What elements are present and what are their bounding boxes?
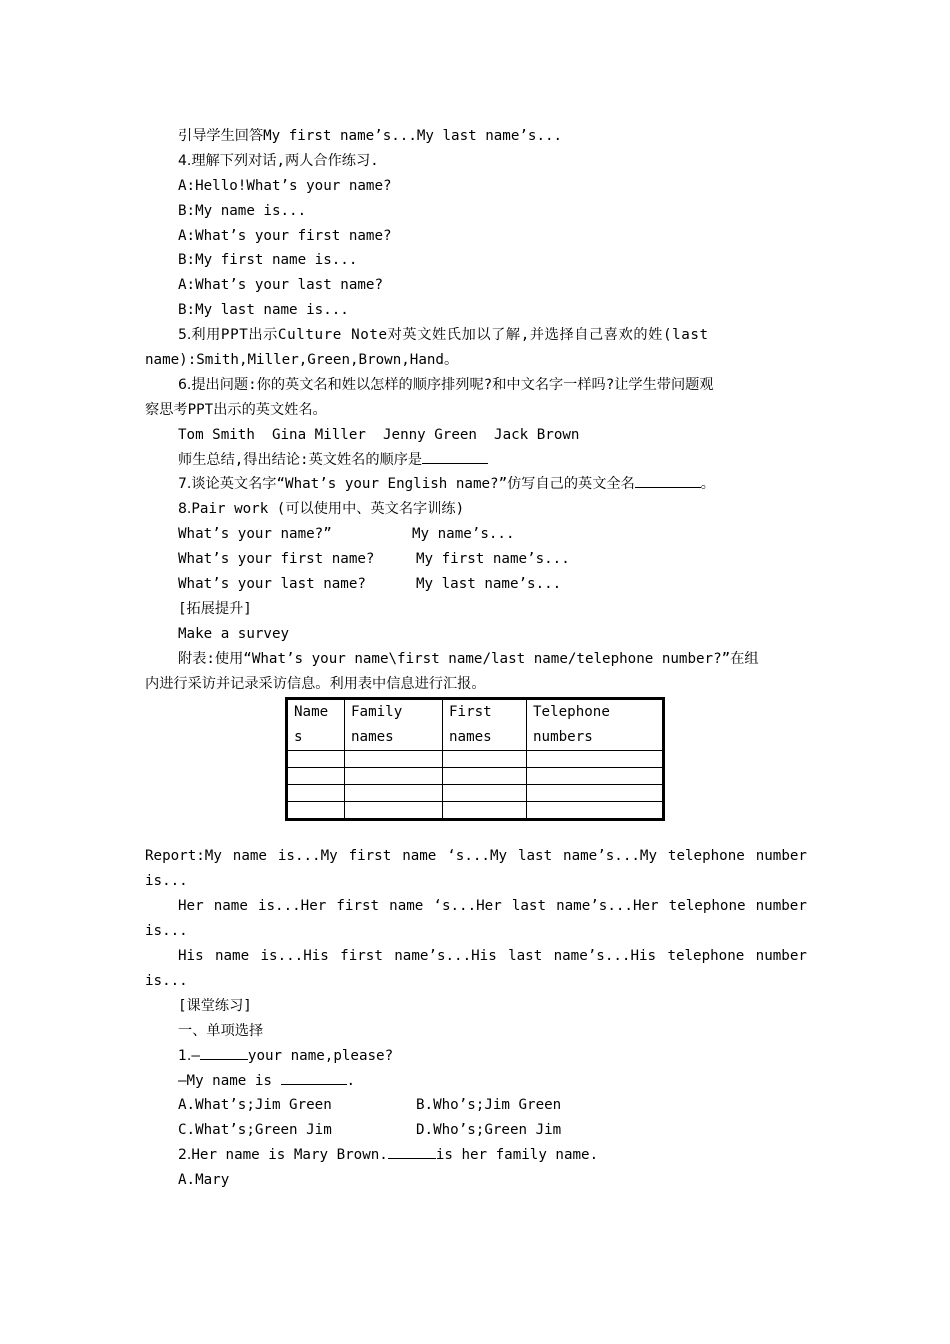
line-text: 提出问题:你的英文名和姓以怎样的顺序排列呢?和中文名字一样吗?让学生带问题观 <box>191 376 714 393</box>
item-number: 8. <box>178 501 192 518</box>
header-cell: Family names <box>345 699 443 751</box>
dialog-line <box>145 224 807 249</box>
report-line: is... <box>145 873 188 890</box>
item-number: 5. <box>178 327 192 344</box>
text-line <box>145 647 807 672</box>
text-line <box>145 124 807 149</box>
answer-text: My last name’s... <box>416 576 562 593</box>
table-row <box>287 785 664 802</box>
header-cell: First names <box>443 699 527 751</box>
option-d[interactable]: D.Who’s;Green Jim <box>416 1122 562 1139</box>
line-text: Pair work (可以使用中、英文名字训练) <box>191 501 465 518</box>
line-text: 理解下列对话,两人合作练习. <box>191 152 379 169</box>
section-heading: [课堂练习] <box>178 997 252 1014</box>
survey-table <box>285 697 665 821</box>
section-heading <box>145 597 807 622</box>
report-line: Her name is...Her first name ‘s...Her last name’s...Her telephone number <box>178 898 807 915</box>
pair-work-line <box>145 572 807 597</box>
line-text: 利用PPT出示Culture Note对英文姓氏加以了解,并选择自己喜欢的姓(last <box>191 327 709 344</box>
line-text: 察思考PPT出示的英文姓名。 <box>145 401 327 418</box>
report-line: Report:My name is...My first name ‘s...My last name’s...My telephone number <box>145 848 807 865</box>
line-text: name):Smith,Miller,Green,Brown,Hand。 <box>145 352 459 369</box>
dialog-line <box>145 273 807 298</box>
table-row <box>287 802 664 820</box>
line-text: 引导学生回答My first name’s...My last name’s... <box>178 128 563 144</box>
option-a[interactable]: A.What’s;Jim Green <box>178 1097 332 1114</box>
line-text: Tom Smith Gina Miller Jenny Green Jack Brown <box>178 426 580 443</box>
text-line <box>145 448 807 473</box>
item-number: 2. <box>178 1147 192 1164</box>
options-row <box>145 1118 807 1143</box>
report-line: is... <box>145 923 188 940</box>
option-a[interactable]: A.Mary <box>178 1172 230 1189</box>
text-line <box>145 622 807 647</box>
survey-table-wrap <box>145 696 807 832</box>
line-text: B:My last name is... <box>178 302 349 319</box>
answer-text: My first name’s... <box>416 551 570 568</box>
item-number: 6. <box>178 376 192 393</box>
header-cell: Name s <box>287 699 345 751</box>
dialog-line <box>145 248 807 273</box>
answer-blank <box>281 1070 347 1085</box>
line-text: 谈论英文名字“What’s your English name?”仿写自己的英文全名 <box>191 476 635 493</box>
text-line <box>145 672 807 697</box>
question-1-line-2: —My name is . <box>145 1069 807 1094</box>
item-6 <box>145 373 807 398</box>
pair-work-line <box>145 522 807 547</box>
question-text: What’s your name?” <box>178 526 332 543</box>
item-4 <box>145 149 807 174</box>
report-line: His name is...His first name’s...His last name’s...His telephone number <box>178 948 807 965</box>
question-2: 2.Her name is Mary Brown. is her family name. <box>145 1143 807 1168</box>
line-text: Make a survey <box>178 625 290 642</box>
line-text: B:My first name is... <box>178 252 358 269</box>
question-text: What’s your last name? <box>178 576 366 593</box>
option-c[interactable]: C.What’s;Green Jim <box>178 1122 332 1139</box>
line-text: 附表:使用“What’s your name\first name/last name/telephone number?”在组 <box>178 650 759 667</box>
item-number: 1. <box>178 1047 192 1064</box>
item-5 <box>145 323 807 348</box>
line-text: 内进行采访并记录采访信息。利用表中信息进行汇报。 <box>145 675 486 692</box>
answer-text: My name’s... <box>412 526 515 543</box>
answer-blank <box>388 1144 436 1159</box>
table-header-row <box>287 699 664 751</box>
name-examples <box>145 423 807 448</box>
dialog-line <box>145 174 807 199</box>
dialog-line <box>145 298 807 323</box>
option-b[interactable]: B.Who’s;Jim Green <box>416 1097 562 1114</box>
dialog-line <box>145 199 807 224</box>
line-text: [拓展提升] <box>178 600 252 617</box>
question-1: 1.— your name,please? <box>145 1044 807 1069</box>
table-row <box>287 768 664 785</box>
answer-blank <box>635 473 701 488</box>
line-text: A:Hello!What’s your name? <box>178 177 392 194</box>
question-text: What’s your first name? <box>178 551 375 568</box>
line-text: B:My name is... <box>178 202 307 219</box>
text-line <box>145 398 807 423</box>
item-number: 7. <box>178 476 192 493</box>
item-7 <box>145 472 807 497</box>
document-page <box>145 124 807 1193</box>
item-8 <box>145 497 807 522</box>
answer-blank <box>200 1045 248 1060</box>
item-number: 4. <box>178 152 192 169</box>
options-row <box>145 1168 807 1193</box>
header-cell: Telephone numbers <box>527 699 664 751</box>
text-line <box>145 348 807 373</box>
line-text: 师生总结,得出结论:英文姓名的顺序是 <box>178 451 423 468</box>
table-row <box>287 751 664 768</box>
line-text: 。 <box>700 476 715 493</box>
report-line: is... <box>145 972 188 989</box>
pair-work-line <box>145 547 807 572</box>
options-row <box>145 1093 807 1118</box>
line-text: A:What’s your first name? <box>178 227 392 244</box>
line-text: A:What’s your last name? <box>178 277 383 294</box>
section-heading: 一、单项选择 <box>178 1022 264 1039</box>
answer-blank <box>422 449 488 464</box>
